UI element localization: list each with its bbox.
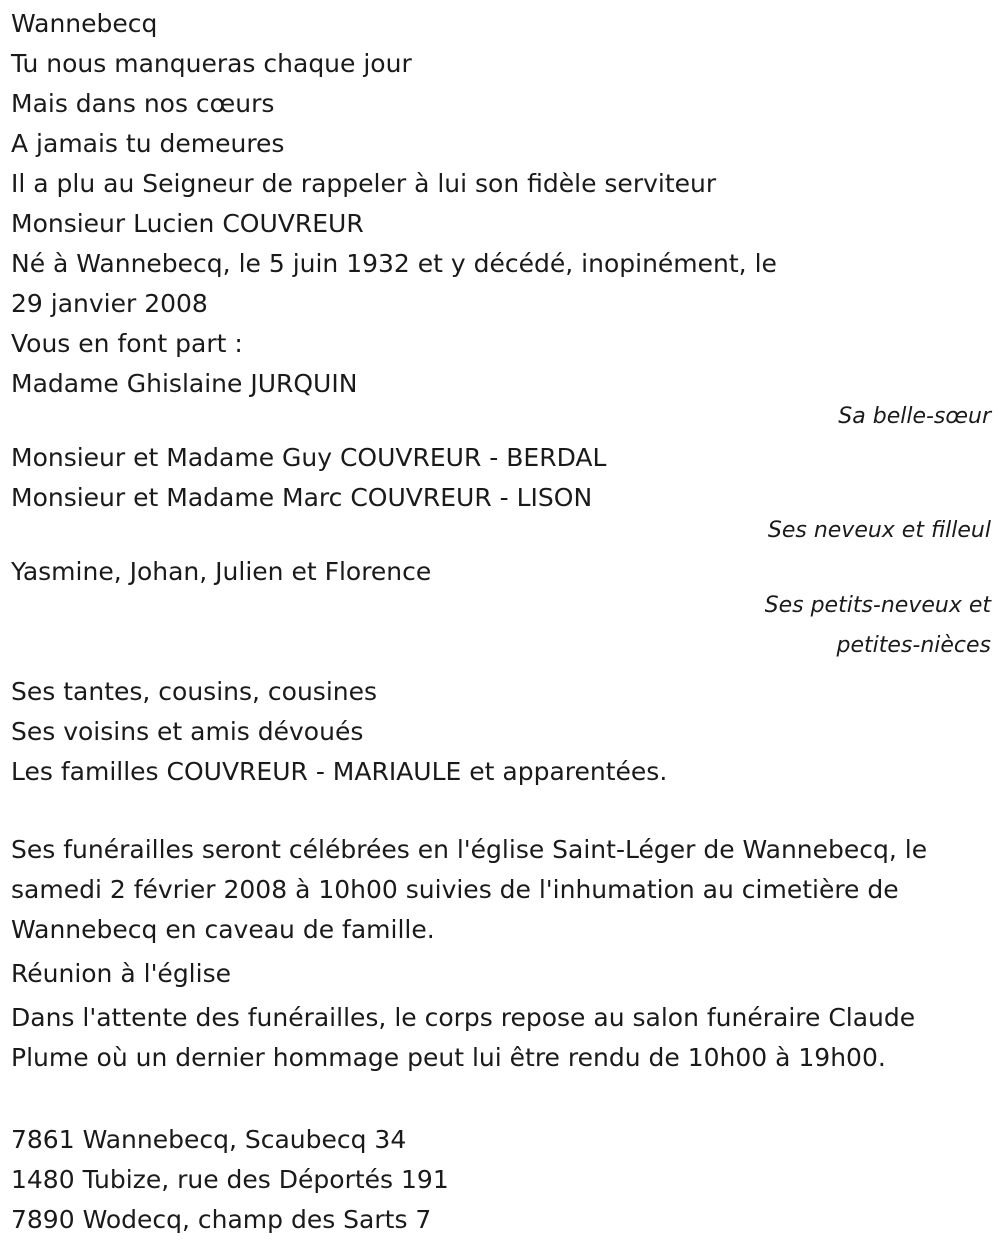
relation-label-line: Ses petits-neveux et [764,593,991,618]
notify-line: Vous en font part : [11,329,243,358]
family-member: Les familles COUVREUR - MARIAULE et apparentées. [11,757,668,786]
family-member: Monsieur et Madame Guy COUVREUR - BERDAL [11,443,607,472]
deceased-name: Monsieur Lucien COUVREUR [11,209,364,238]
announcement-intro: Il a plu au Seigneur de rappeler à lui son fidèle serviteur [11,169,717,198]
poem-line: Tu nous manqueras chaque jour [11,49,412,78]
funeral-text: Ses funérailles seront célébrées en l'église Saint-Léger de Wannebecq, le [11,835,928,864]
funeral-text: samedi 2 février 2008 à 10h00 suivies de l'inhumation au cimetière de [11,875,899,904]
funeral-text: Wannebecq en caveau de famille. [11,915,435,944]
address-line: 1480 Tubize, rue des Déportés 191 [11,1165,449,1194]
family-member: Ses voisins et amis dévoués [11,717,364,746]
address-line: 7890 Wodecq, champ des Sarts 7 [11,1205,432,1234]
wake-text: Dans l'attente des funérailles, le corps repose au salon funéraire Claude [11,1003,916,1032]
poem-line: A jamais tu demeures [11,129,285,158]
relation-label-line: petites-nièces [836,633,991,658]
meeting-place: Réunion à l'église [11,959,231,988]
wake-text: Plume où un dernier hommage peut lui être rendu de 10h00 à 19h00. [11,1043,886,1072]
address-line: 7861 Wannebecq, Scaubecq 34 [11,1125,407,1154]
family-member: Yasmine, Johan, Julien et Florence [11,557,432,586]
relation-label [11,586,991,666]
address-list [11,1120,991,1240]
poem [11,44,991,164]
family-member: Monsieur et Madame Marc COUVREUR - LISON [11,483,593,512]
place-heading: Wannebecq [11,9,158,38]
family-member: Ses tantes, cousins, cousines [11,677,378,706]
family-member: Madame Ghislaine JURQUIN [11,369,358,398]
relation-label: Sa belle-sœur [838,404,991,429]
obituary-notice [11,4,991,1240]
birth-death-line: Né à Wannebecq, le 5 juin 1932 et y décédé, inopinément, le [11,249,777,278]
death-date-line: 29 janvier 2008 [11,289,208,318]
relation-label: Ses neveux et filleul [767,518,991,543]
poem-line: Mais dans nos cœurs [11,89,275,118]
